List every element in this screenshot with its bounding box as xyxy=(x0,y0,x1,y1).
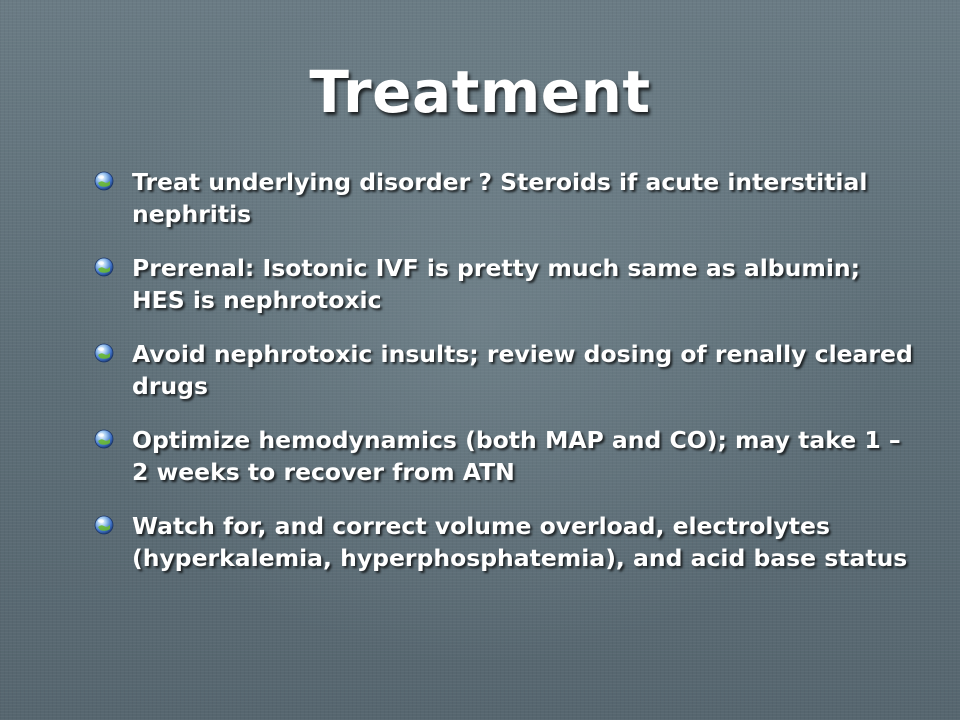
globe-bullet-icon xyxy=(94,257,114,277)
bullet-text: Watch for, and correct volume overload, electrolytes (hyperkalemia, hyperphosphatemia), and acid base status xyxy=(132,512,908,572)
globe-bullet-icon xyxy=(94,515,114,535)
bullet-item xyxy=(94,424,914,488)
globe-bullet-icon xyxy=(94,429,114,449)
bullet-item xyxy=(94,338,914,402)
bullet-item xyxy=(94,166,914,230)
bullet-text: Optimize hemodynamics (both MAP and CO); may take 1 – 2 weeks to recover from ATN xyxy=(132,426,901,486)
bullet-list xyxy=(94,166,914,596)
globe-bullet-icon xyxy=(94,343,114,363)
bullet-text: Treat underlying disorder ? Steroids if acute interstitial nephritis xyxy=(132,168,868,228)
bullet-text: Prerenal: Isotonic IVF is pretty much same as albumin; HES is nephrotoxic xyxy=(132,254,861,314)
globe-bullet-icon xyxy=(94,171,114,191)
bullet-item xyxy=(94,510,914,574)
bullet-item xyxy=(94,252,914,316)
slide-title: Treatment xyxy=(309,58,651,126)
bullet-text: Avoid nephrotoxic insults; review dosing of renally cleared drugs xyxy=(132,340,913,400)
